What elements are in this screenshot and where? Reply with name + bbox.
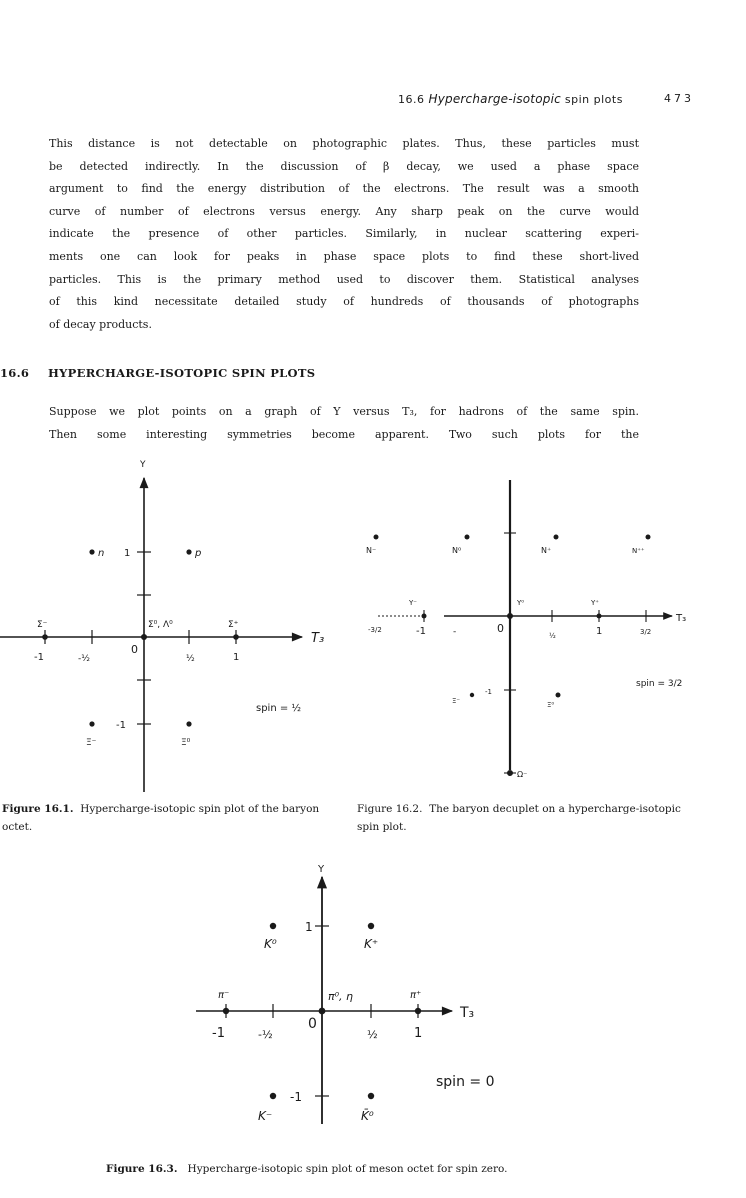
section-title: HYPERCHARGE-ISOTOPIC SPIN PLOTS	[48, 366, 316, 380]
particle-label: π⁻	[218, 990, 230, 1001]
text-line: Suppose we plot points on a graph of Y versus T₃, for hadrons of the same spin.	[49, 405, 639, 418]
particle-label: Ω⁻	[517, 770, 528, 779]
particle-label: K⁺	[364, 937, 379, 951]
particle-dot	[507, 613, 513, 619]
particle-label: n	[98, 548, 105, 559]
particle-dot	[556, 693, 561, 698]
particle-label: Ξ⁰	[547, 701, 555, 709]
particle-dot	[223, 1008, 229, 1014]
particle-label: Σ⁺	[228, 620, 239, 630]
particle-label: Y⁰	[517, 599, 525, 607]
particle-dot	[270, 923, 276, 929]
fig3-y-label: Y	[318, 864, 325, 875]
caption-fig-16-3	[106, 1160, 706, 1178]
particle-dot	[319, 1008, 326, 1015]
particle-dot	[554, 535, 559, 540]
text-line: ments one can look for peaks in phase space plots to find these short-lived	[49, 249, 639, 263]
page-number: 473	[664, 92, 694, 105]
particle-dot	[597, 614, 602, 619]
particle-dot	[233, 634, 239, 640]
fig3-ytick: 1	[305, 920, 313, 934]
particle-dot	[422, 614, 427, 619]
fig3-ytick: -1	[290, 1090, 302, 1104]
figure-16-1	[0, 460, 324, 792]
particle-dot	[141, 634, 147, 640]
fig3-xtick: -1	[212, 1026, 225, 1041]
particle-label: K⁰	[264, 937, 277, 951]
text-line: This distance is not detectable on photographic plates. Thus, these particles must	[49, 137, 639, 150]
fig1-spin-label: spin = ½	[256, 703, 302, 714]
particle-label: Ξ⁻	[452, 697, 461, 705]
caption-fig-16-2	[357, 800, 697, 836]
fig2-spin-label: spin = 3/2	[636, 679, 683, 689]
fig3-xtick: -½	[258, 1028, 273, 1041]
particle-label: N⁰	[452, 546, 462, 555]
particle-label: π⁰, η	[328, 990, 353, 1003]
particle-dot	[270, 1093, 276, 1099]
particle-label: Σ⁻	[37, 620, 48, 630]
header-title: Hypercharge-isotopic	[428, 92, 561, 106]
particle-dot	[368, 1093, 374, 1099]
particle-label: Ξ⁰	[181, 738, 191, 748]
fig3-x-label: T₃	[460, 1005, 475, 1021]
fig2-xtick: ½	[549, 632, 556, 640]
particle-label: K̄⁰	[361, 1109, 374, 1123]
particle-label: p	[195, 548, 202, 559]
fig2-x-label: T₃	[676, 613, 687, 624]
caption-text: The baryon decuplet on a hypercharge-isotopic spin plot.	[357, 803, 681, 833]
particle-dot	[465, 535, 470, 540]
particle-label: N⁺	[541, 546, 552, 555]
fig1-xtick: -½	[78, 654, 90, 664]
fig3-xtick: 0	[308, 1016, 317, 1032]
particle-dot	[368, 923, 374, 929]
caption-label: Figure 16.2.	[357, 803, 423, 815]
text-line: of decay products.	[49, 317, 152, 331]
caption-text: Hypercharge-isotopic spin plot of meson octet for spin zero.	[187, 1163, 508, 1175]
fig2-ytick: -1	[485, 688, 492, 696]
particle-dot	[186, 721, 191, 726]
header-rest: spin plots	[564, 93, 623, 106]
particle-dot	[507, 770, 513, 776]
text-line: indicate the presence of other particles. Similarly, in nuclear scattering experi-	[49, 227, 639, 241]
fig2-xtick: 0	[497, 622, 504, 635]
fig3-spin-label: spin = 0	[436, 1074, 495, 1090]
fig1-ytick: 1	[124, 548, 131, 559]
header-section: 16.6	[398, 93, 425, 106]
particle-label: N⁺⁺	[632, 547, 645, 555]
fig1-xtick: -1	[34, 652, 44, 663]
particle-dot	[89, 721, 94, 726]
fig3-xtick: 1	[414, 1026, 423, 1041]
particle-label: Y⁺	[591, 599, 599, 607]
fig3-xtick: ½	[367, 1028, 378, 1041]
text-line: Then some interesting symmetries become apparent. Two such plots for the	[49, 427, 639, 441]
fig2-xtick: -3/2	[368, 626, 382, 634]
fig1-x-label: T₃	[311, 631, 325, 646]
fig2-xtick: -1	[416, 626, 426, 637]
fig2-xtick: 3/2	[640, 628, 652, 636]
particle-label: Ξ⁻	[86, 738, 97, 748]
fig1-xtick: 1	[233, 652, 240, 663]
particle-label: π⁺	[410, 990, 422, 1001]
particle-dot	[646, 535, 651, 540]
fig1-xtick: ½	[186, 654, 195, 664]
figure-16-2	[366, 480, 686, 779]
fig1-xtick: 0	[131, 643, 138, 656]
particle-label: N⁻	[366, 546, 377, 555]
particle-label: K⁻	[258, 1109, 273, 1123]
figure-16-3	[196, 864, 494, 1124]
particle-dot	[42, 634, 48, 640]
caption-fig-16-1	[2, 800, 332, 836]
text-line: particles. This is the primary method used to discover them. Statistical analyses	[49, 272, 639, 286]
text-line: argument to find the energy distribution of the electrons. The result was a smooth	[49, 182, 639, 196]
fig1-y-label: Y	[140, 460, 146, 470]
caption-label: Figure 16.3.	[106, 1163, 178, 1175]
particle-dot	[186, 549, 191, 554]
caption-label: Figure 16.1.	[2, 803, 74, 815]
text-line: curve of number of electrons versus energy. Any sharp peak on the curve would	[49, 204, 639, 218]
fig2-xtick: -	[453, 627, 457, 637]
particle-label: Y⁻	[409, 599, 417, 607]
text-line: of this kind necessitate detailed study of hundreds of thousands of photographs	[49, 295, 639, 309]
particle-label: Σ⁰, Λ⁰	[148, 620, 173, 630]
particle-dot	[374, 535, 379, 540]
text-line: be detected indirectly. In the discussion of β decay, we used a phase space	[49, 159, 639, 173]
particle-dot	[470, 693, 474, 697]
fig1-ytick: -1	[116, 720, 126, 731]
section-number: 16.6	[0, 366, 30, 380]
particle-dot	[89, 549, 94, 554]
caption-text: Hypercharge-isotopic spin plot of the baryon octet.	[2, 803, 320, 833]
fig2-xtick: 1	[596, 626, 603, 637]
particle-dot	[415, 1008, 421, 1014]
